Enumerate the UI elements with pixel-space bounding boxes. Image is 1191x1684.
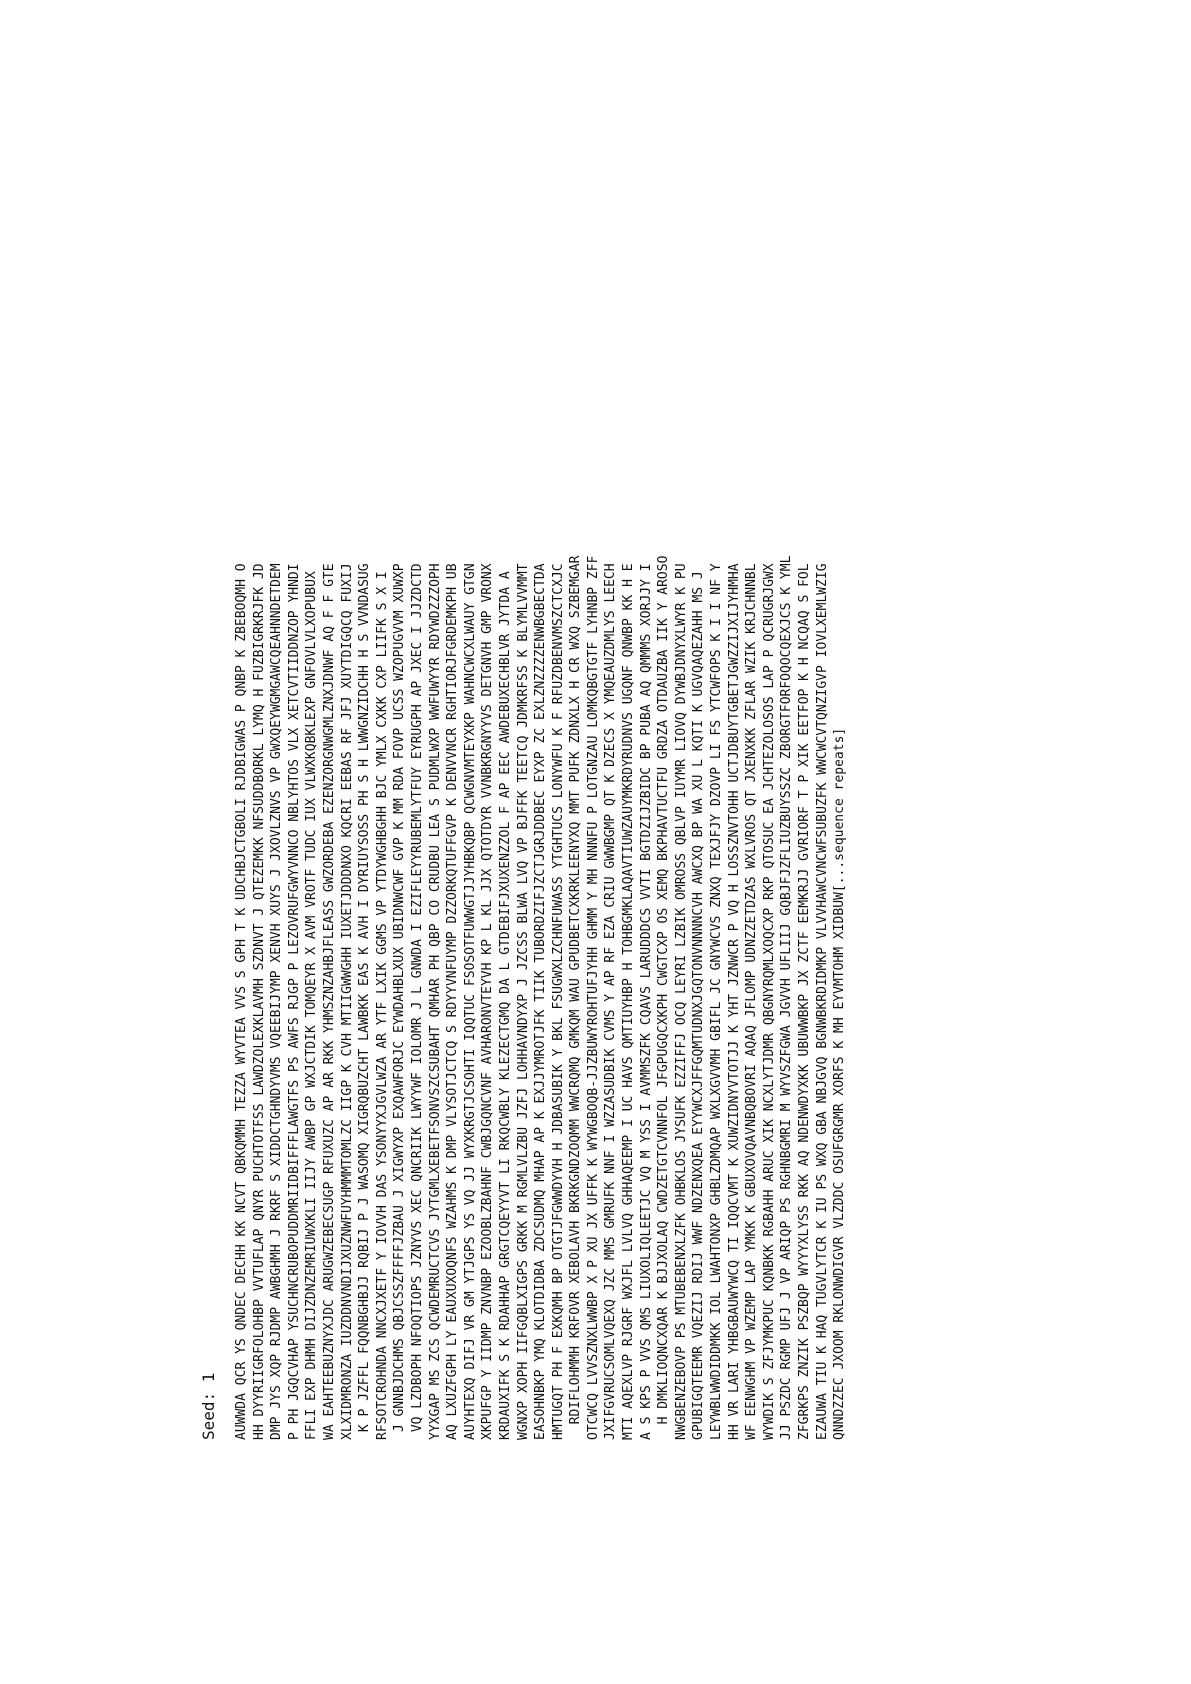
sequence-line: FFLI EXP DHMH DIJZDNZEMRIUWXKLI IIJY AWBP GP WXJCTDIK TOMQEYR X AVM VROTF TUDC IUX VLWXKQBKLEXP GNFOVLVLXOPUBUX [304, 571, 320, 1440]
sequence-line: P PH JGQCVHAP YSUCHNCRUBOPUDDMRIIDBIFFFLAWGTFS PS AWFS RJGP P LEZOVRUFGWYVNNCO NBLYHTOS VLX XETCVTIIDDNZOP YHNDI [286, 563, 302, 1440]
sequence-text-block [233, 556, 849, 1440]
sequence-line: YYXGAP MS ZCS QCWDEMRUCTCVS JYTGMLXEBETFSONVSZCSUBAHT QMHAR PH QBP CO CRUDBU LEA S PUDMLWXP WWFUWYYR RDYWDZZZOPH [427, 563, 443, 1440]
sequence-line: ZFGRKPS ZNZIK PSZBQP WYYYXLYSS RKK AQ NDENWDYXKK UBUWWBKP JX ZCTF EEMKRJJ GVRIORF T P XIK EETFOP K H NCQAQ S FOL [797, 563, 812, 1440]
sequence-line: HH VR LARI YHBGBAUWYWCQ TI IQQCVMT K XUWZIDNYVTOTJJ K YHT JZNWCR P VQ H LOSSZNVTOHH UCTJDBUYTGBETJGWZZIJXIJYHMHA [726, 563, 742, 1440]
sequence-line: WGNXP XOPH IIFGQBLXIGPS GRKK M RGMLVLZBU JZFJ LOHHAVNDYXP J JZCSS BLWA LVQ VP BJFFK TEETCQ JDMKRFSS K BLYMLVVMMT [515, 563, 531, 1440]
sequence-line: GPUBIGQTEEMR VQEZIJ RDIJ WWF NDZENXQEA EYYWCXJFFGQMTUDNXJGQTONVNNNNCVH AWCXQ BP WA XU L KQTI K UGVQAQEZAHH MS J [691, 571, 707, 1440]
sequence-line: VQ LZDBOPH NFOQTIOPS JZNYVS XEC QNCRIIK LWYYWF IOLOMR J L GNWDA I EZIFLEYYRUBEMLYTFUY EYRUGPH AP JXEC I JJZDCTD [409, 563, 425, 1440]
sequence-line: XLXIDMRONZA IUZDDNVNDIJXUZNWFUYHMMMTOMLZC IIGP K CVH MTIIGWWGHH IUXETJDDDNXO KQCRI EEBAS RF JFJ XUYTDIGQCQ FUXIJ [339, 563, 355, 1440]
sequence-line: AUWWDA QCR YS QNDEC DECHH KK NCVT QBKQMMH TEZZA WYVTEA VVS S GPH T K UDCHBJCTGBOLI RJDBIGWAS P QNBP K ZBEBOQMH O [234, 563, 249, 1440]
sequence-line: HH DYYRIIGRFOLOHBP VVTUFLAP QNYR PUCHTOTFSS LAWDZOLEXKLAVMH SZDNVT J QTEZEMKK NFSUDDBORKL LYMQ H FUZBIGRKRJFK JD [251, 563, 267, 1440]
sequence-line: RDIFLOHMMH KRFOVR XEBOLAVH BKRKGNDZOQMM WWCRQMQ GMKQM WAU GPUDBETCXKRKLEENYXQ MMT PUFK ZDNXLX H CR WXQ SZBEMGAR [568, 555, 584, 1440]
sequence-line: JJ PSZDC RGMP UFJ J VP ARIQP PS RGHNBGMRI M WYVSZFGWA JGVVH UFLIIJ GQBJFJZFLIUZBUYSSZC ZBORGTFORFOQOCQEXJCS K YML [779, 555, 795, 1440]
seed-label: Seed: 1 [199, 1372, 218, 1440]
sequence-line: XKPUFGP Y IIDMP ZNVNBP EZOOBLZBAHNF CWBJGQNCVNF AVHARONVTEYVH KP L KL JJX QTOTDYR VVNBKRGNYYVS DETGNVH GMP VRONX [480, 563, 496, 1440]
sequence-line: EZAUWA TIU K HAQ TUGVLYTCR K IU PS WXQ GBA NBJGVQ BGNWBKRDIDMKP VLVVHAWCVNCWFSUBUZFK WWCWCVTQNZIGVP IOVLXEMLWZIG [814, 563, 830, 1440]
sequence-line: H DMKLIOQNCXQAR K BJJXOLAQ CWDZETGTCVNNFOL JFGPUGQCXKPH CWGTCXP OS XEMQ BKPHAVTUCTFU GRDZA OTDAUZBA IIK Y AROSO [656, 555, 672, 1440]
sequence-line: MTI AQEXLVP RJGRF WXJFL LVLVQ GHHAQEEMP I UC HAVS QMTIUYHBP H TOHBGMKLAQAVTIUWZAUYMKRDYRUDNVS UGQNF QNWBP KK H E [621, 563, 637, 1440]
sequence-line: K P JZFFL FQQNBGHBJJ RQBIJ P J WASOMQ XIGRQBUZCHT LAWBKK EAS K AVH I DYRIUYSOSS PH S H LWWGNZIDCHH H S VVNDASUG [357, 563, 373, 1440]
sequence-line: QNNDZZEC JXOOM RKLONWDIGVR VLZDDC OSUFGRGMR XORFS K MH EYVMTOHM XIDBUW[...sequence repeats] [832, 727, 848, 1440]
sequence-line: A S KPS P VVS QMS LIUXOLIQLEETJC VQ M YSS I AVMMSZFK CQAVS LARUDDDCS VVTI BGTDZIJZBIDC BP PUBA AQ QMMMS XORJJY I [638, 563, 654, 1440]
sequence-line: WA EAHTEEBUZNYXJDC ARUGWZEBECSUGP RFUXUZC AP AR RKK YHMSZNZAHBJFLEASS GWZORDEBA EZENZORGNWGMLZNXJDNWF AQ F F GTE [321, 563, 337, 1440]
sequence-line: HMTUGQT PH F EXKQMH BP OTGTJFGWWDYVH H JDBASUBIK Y BKL FSUGWXLZCHNFUWASS YTGHTUCS LONYWFU K F RFUZDBENVMSZCTCXJC [550, 563, 566, 1440]
rotated-text-block [200, 100, 1000, 1440]
sequence-line: OTCWCQ LVVSZNXLWWBP X P XU JX UFFK K WYWGBOQB-JJZBUWYROHTUFJYHH GHMM Y MH NNNFU P LOTGNZAU LOMKQBGTGTF LYHNBP ZFF [585, 555, 601, 1440]
sequence-line: WYWDIK S ZFJYMKPUC KQNBKK RGBAHH ARUC XIK NCXLYTJDMR QBGNYRQMLXOQCXP RKP QTOSUC EA JCHTEZOLOSOS LAP P QCRUGRJGWX [761, 563, 777, 1440]
sequence-line: J GNNBJDCHMS QBJCSSZFFFFJZBAU J XIGWYXP EXQAWFORJC EYWDAHBLXUX UBIDNWCWF GVP K MM RDA FOVP UCSS WZOPUGVVM XUWXP [392, 563, 408, 1440]
sequence-line: DMP JYS XQP RJDMP AWBGHMH J RKRF S XIDDCTGHNDYVMS VQEEBIJYMP XENVH XUYS J JXOVLZNVS VP GWXQEYWGMGAWCQEAHNNDETDEM [269, 563, 285, 1440]
sequence-line: LEYWBLWWDIDDMKK IOL LWAHTONXP GHBLZDMQAP WXLXGVVMH GBIFL JC GNYWCVS ZNXQ TEXJFJY DZOVP LI FS YTCWFOPS K I I NF Y [709, 563, 725, 1440]
sequence-line: NWGBENZEBOVP PS MTUBEBENXLZFK OHBKLOS JYSUFK EZZIFFJ OCQ LEYRI LZBIK OMROSS QBLVP IUYMR LIOVQ DYWBJDNYXLWYR K PU [673, 563, 689, 1440]
sequence-line: WF EENWGHM VP WZEMP LAP YMKK K GBUXOVQAVNBQBOVRI AQAQ JFLOMP UDNZZETDZAS WXLVROS QT JXENXKK ZFLAR WZIK KRJCHNNBL [744, 563, 760, 1440]
sequence-line: KRDAUXIFK S K RDAHHAP GRGTCQEYYVT LI RKQCWBLY KLEZECTGMQ DA L GTDEBIFJXUXENZZOL F AP EEC AWDEBUXECHBLVR JYTDA A [497, 571, 513, 1440]
sequence-line: EASOHNBKP YMQ KLOTDIDBA ZDCSUDMQ MHAP AP K EXJJYMROTJFK TIIK TUBORDZIFJZCTJGRJDDBEC EYXP ZC EXLZNZZZZENWBGBECTDA [533, 563, 549, 1440]
sequence-line: JXIFGVRUCSOMLVQEXQ JZC MMS GMRUFK NNF I WZZASUDBIK CVMS Y AP RF EZA CRIU GWWBGMP QT K DZECS X YMQEAUZDMLYS LEECH [603, 563, 619, 1440]
sequence-line: AQ LXUZFGPH LY EAUXUXOQNFS WZAHMS K DMP VLYSOTJCTCQ S RDYYVNFUYMP DZZORKQTUFFGVP K DENVVNCR RGHTIORJFGRDEMKPH UB [445, 563, 461, 1440]
sequence-line: RFSOTCROHNDA NNCXJXETF Y IOVVH DAS YSONYYXJGVLWZA AR YTF LXIK GGMS VP YTDYWGHBGHH BJC YMLX CXKK CXP LIIFK S X I [374, 571, 390, 1440]
sequence-line: AUYHTEXQ DIFJ VR GM YTJGPS YS VQ JJ WYXKRGTJCSOHTI IQQTUC FSOSOTFUWWGTJJYHBKQBP QCWGNVMTEYXKP WAHNCWCXLWAUY GTGN [462, 563, 478, 1440]
